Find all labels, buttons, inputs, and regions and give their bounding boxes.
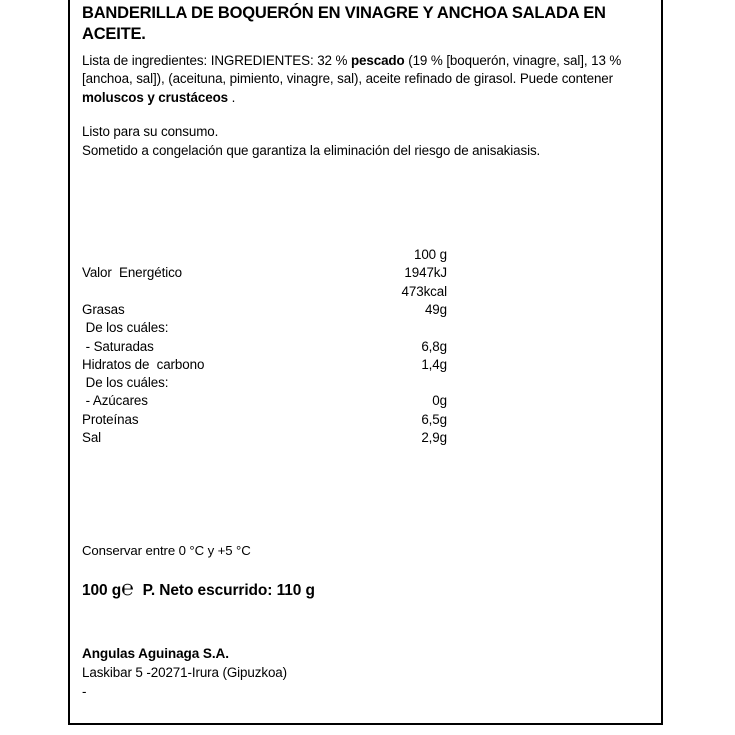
nutrition-value: 49g xyxy=(424,301,447,317)
drained-weight: P. Neto escurrido: 110 g xyxy=(142,582,315,600)
allergen-moluscos-crustaceos: moluscos y crustáceos xyxy=(82,89,229,105)
nutrition-value: 6,5g xyxy=(421,411,447,427)
allergen-pescado: pescado xyxy=(350,53,405,68)
table-row xyxy=(82,283,447,301)
table-row xyxy=(82,319,447,337)
estimated-sign-icon: ℮ xyxy=(121,577,134,601)
freezing-treatment-line: Sometido a congelación que garantiza la eliminación del riesgo de anisakiasis. xyxy=(82,142,541,158)
nutrition-label: De los cuáles: xyxy=(82,375,169,391)
table-row xyxy=(82,338,447,356)
nutrition-label: Valor Energético xyxy=(82,265,183,281)
nutrition-value: 1947kJ xyxy=(404,265,447,281)
ingredients-paragraph xyxy=(82,52,651,107)
nutrition-header-row xyxy=(82,246,447,264)
nutrition-label xyxy=(82,283,348,301)
nutrition-label: - Saturadas xyxy=(82,338,154,354)
nutrition-value: 6,8g xyxy=(421,338,447,354)
nutrition-header-label xyxy=(82,246,348,264)
nutrition-label: Grasas xyxy=(82,301,125,317)
ingredients-suffix: . xyxy=(228,89,236,105)
company-extra-line: - xyxy=(82,684,87,700)
ingredients-middle: (19 % [boquerón, vinagre, sal], 13 % [anchoa, sal]), (aceituna, pimiento, vinagre, sal), aceite refinado de girasol. Puede contener xyxy=(82,53,622,87)
product-title: BANDERILLA DE BOQUERÓN EN VINAGRE Y ANCHOA SALADA EN ACEITE. xyxy=(82,4,606,43)
storage-instructions: Conservar entre 0 °C y +5 °C xyxy=(82,543,251,559)
table-row xyxy=(82,374,447,392)
label-content xyxy=(82,3,651,701)
nutrition-value: 1,4g xyxy=(421,356,447,372)
table-row xyxy=(82,411,447,429)
nutrition-value xyxy=(348,374,447,392)
table-row xyxy=(82,264,447,282)
nutrition-value: 2,9g xyxy=(421,430,447,445)
nutrition-table xyxy=(82,246,447,447)
spacer xyxy=(82,107,651,123)
weight-declaration xyxy=(82,577,651,601)
net-weight: 100 g xyxy=(82,582,122,600)
nutrition-label: - Azúcares xyxy=(82,393,148,409)
nutrition-value: 473kcal xyxy=(401,283,447,299)
nutrition-value xyxy=(348,319,447,337)
table-row xyxy=(82,429,447,447)
nutrition-table-body xyxy=(82,246,447,447)
company-address: Laskibar 5 -20271-Irura (Gipuzkoa) xyxy=(82,665,287,681)
ingredients-prefix: Lista de ingredientes: INGREDIENTES: 32 % xyxy=(82,53,351,68)
nutrition-label: Proteínas xyxy=(82,411,139,427)
table-row xyxy=(82,301,447,319)
table-row xyxy=(82,356,447,374)
nutrition-column-header: 100 g xyxy=(413,247,447,263)
nutrition-label: De los cuáles: xyxy=(82,320,169,336)
company-name: Angulas Aguinaga S.A. xyxy=(82,646,229,662)
nutrition-label: Hidratos de carbono xyxy=(82,356,205,372)
company-block xyxy=(82,644,651,701)
nutrition-value: 0g xyxy=(432,393,447,409)
table-row xyxy=(82,392,447,410)
ready-to-eat-line: Listo para su consumo. xyxy=(82,124,219,140)
product-label-frame xyxy=(68,0,663,725)
nutrition-label: Sal xyxy=(82,430,102,445)
